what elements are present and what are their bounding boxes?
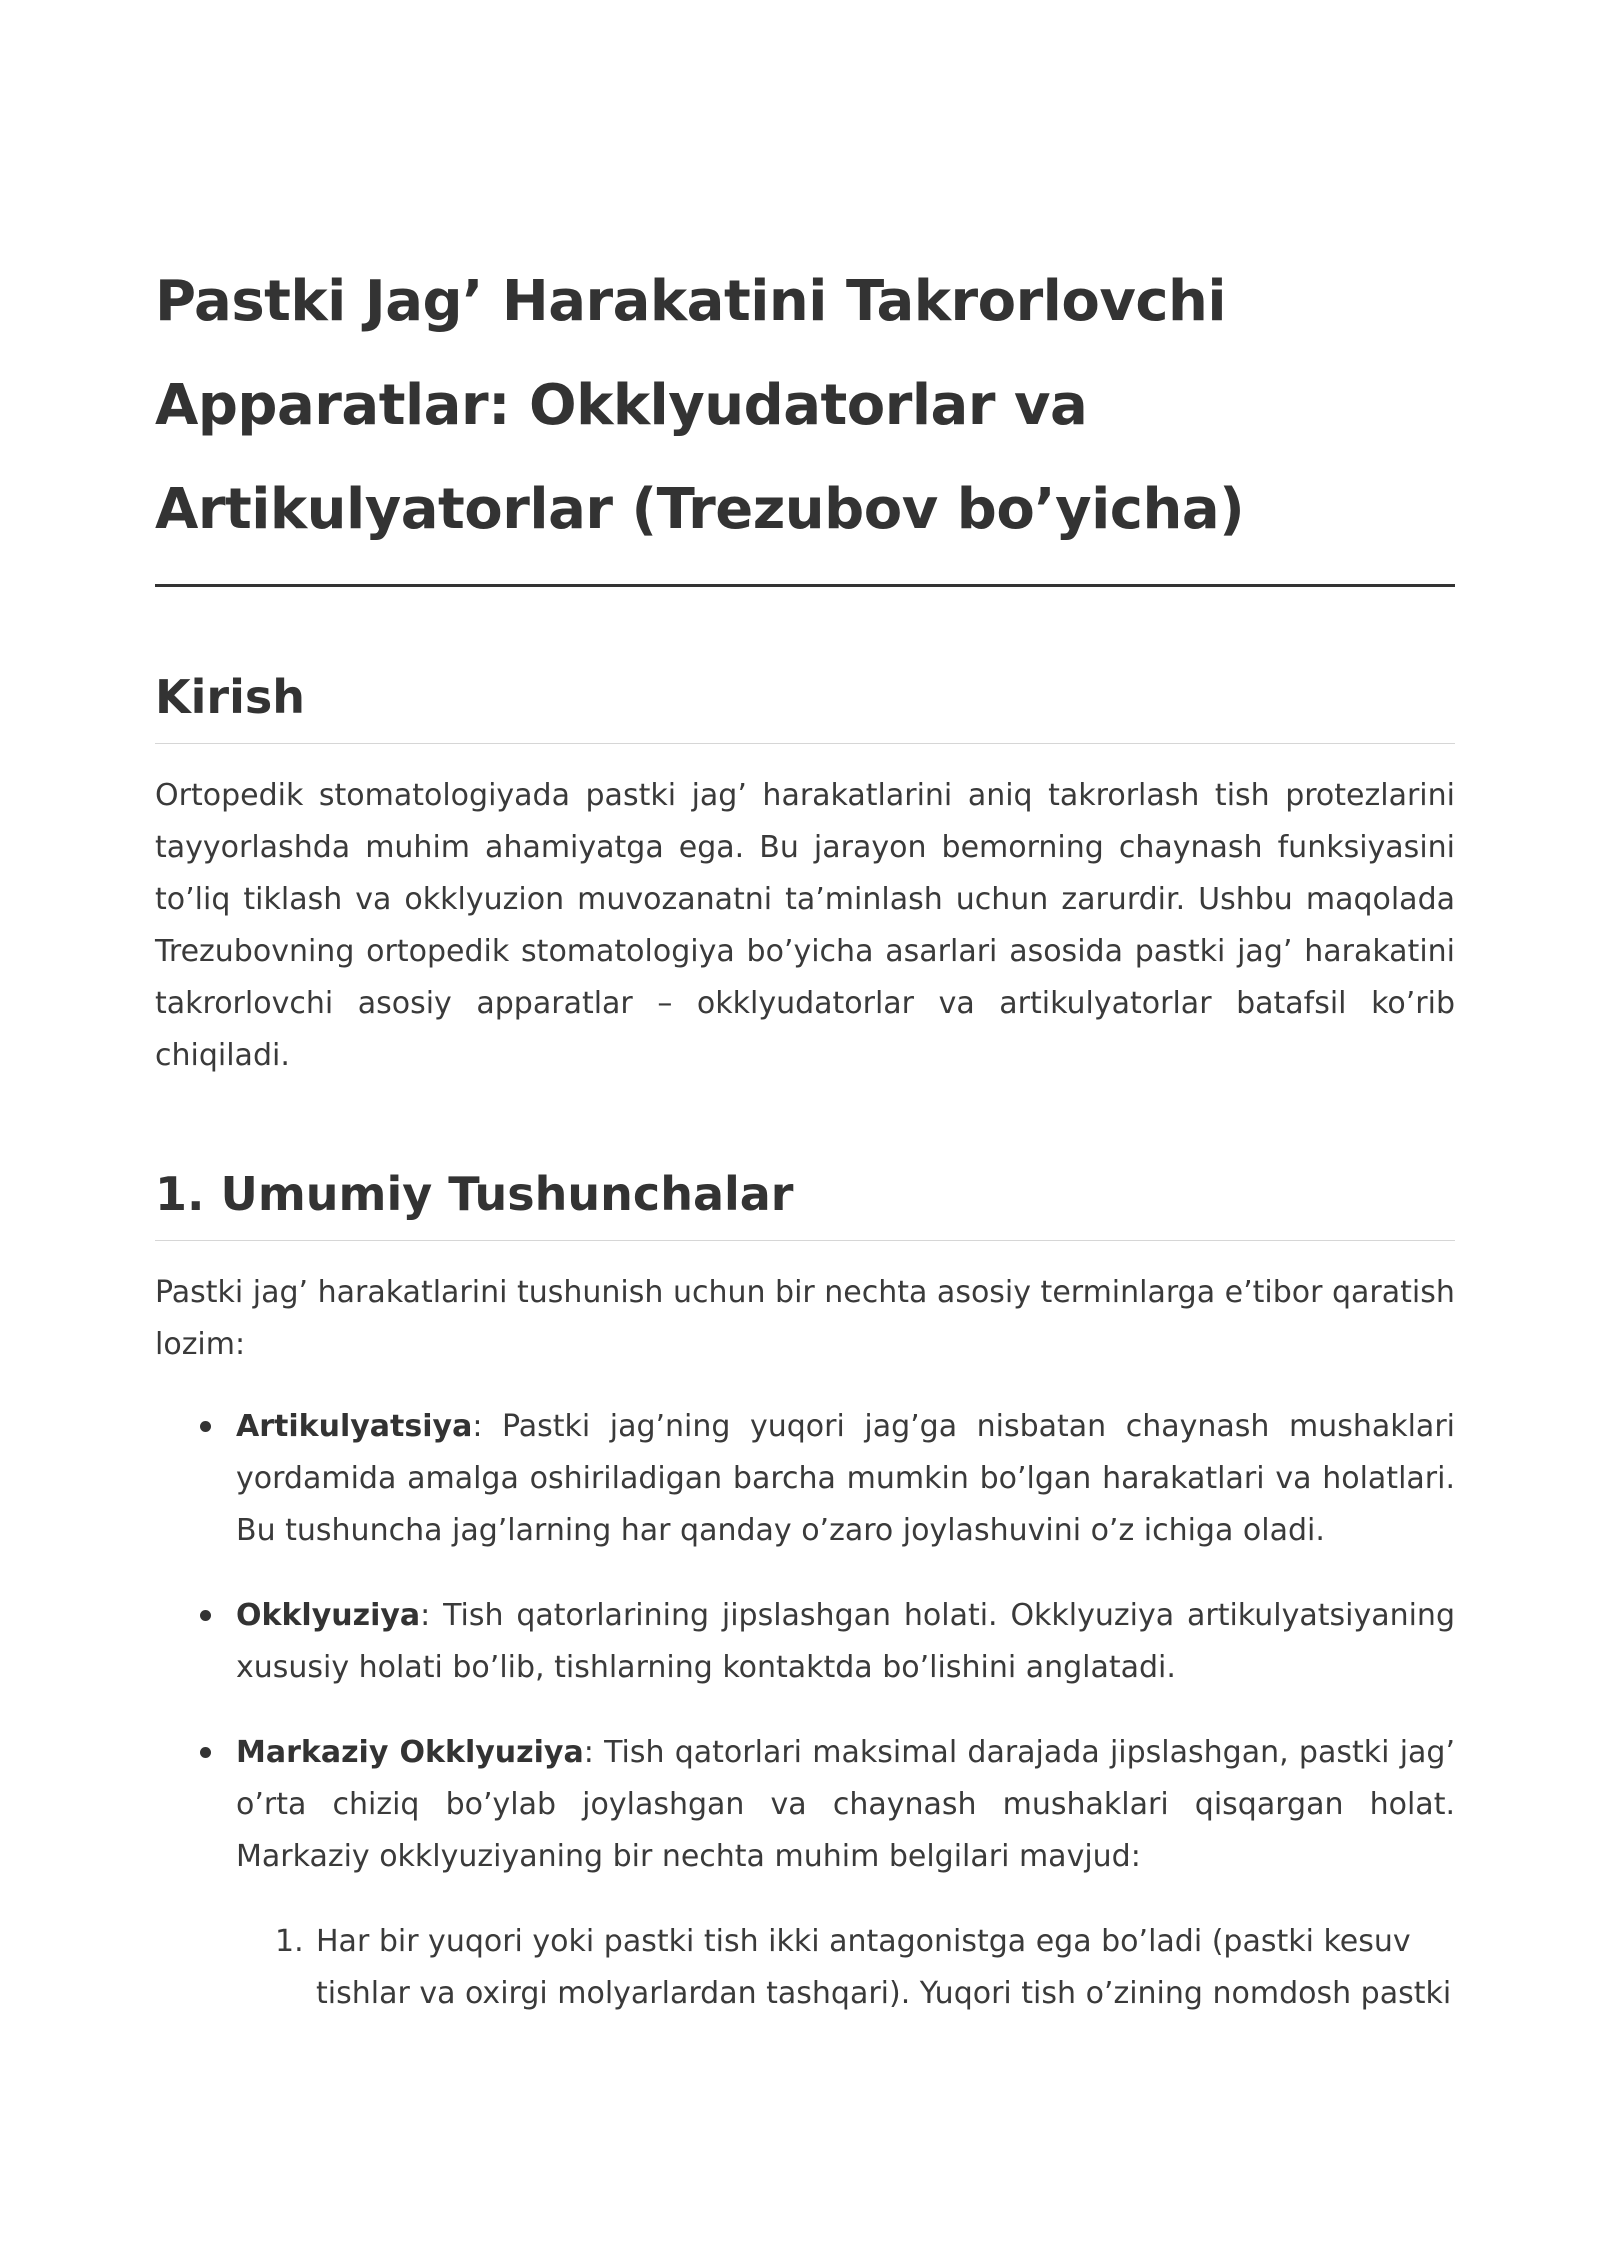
numbered-list-item	[155, 1916, 1455, 2020]
term-label: Artikulyatsiya	[236, 1409, 473, 1444]
numbered-item-line: tishlar va oxirgi molyarlardan tashqari). Yuqori tish o’zining nomdosh pastki	[316, 1976, 1452, 2011]
term-definition: : Pastki jag’ning yuqori jag’ga nisbatan chaynash mushaklari yordamida amalga oshiriladigan barcha mumkin bo’lgan harakatlari va holatlari. Bu tushuncha jag’larning har qanday o’zaro joylashuvini o’z ichiga oladi.	[236, 1409, 1455, 1548]
term-definition: : Tish qatorlari maksimal darajada jipslashgan, pastki jag’ o’rta chiziq bo’ylab joylashgan va chaynash mushaklari qisqargan holat. Markaziy okklyuziyaning bir nechta muhim belgilari mavjud:	[236, 1735, 1455, 1874]
term-definition: : Tish qatorlarining jipslashgan holati. Okklyuziya artikulyatsiyaning xususiy holati bo’lib, tishlarning kontaktda bo’lishini anglatadi.	[236, 1598, 1455, 1685]
bullet-icon	[200, 1747, 211, 1758]
document-page	[155, 250, 1455, 2020]
bullet-icon	[200, 1421, 211, 1432]
list-item	[155, 1590, 1455, 1694]
intro-paragraph: Ortopedik stomatologiyada pastki jag’ harakatlarini aniq takrorlash tish protezlarini tayyorlashda muhim ahamiyatga ega. Bu jarayon bemorning chaynash funksiyasini to’liq tiklash va okklyuzion muvozanatni ta’minlash uchun zarurdir. Ushbu maqolada Trezubovning ortopedik stomatologiya bo’yicha asarlari asosida pastki jag’ harakatini takrorlovchi asosiy apparatlar – okklyudatorlar va artikulyatorlar batafsil ko’rib chiqiladi.	[155, 778, 1455, 1073]
list-number: 1.	[275, 1924, 304, 1959]
numbered-item-line: Har bir yuqori yoki pastki tish ikki antagonistga ega bo’ladi (pastki kesuv	[316, 1924, 1411, 1959]
section-heading-umumiy-tushunchalar: 1. Umumiy Tushunchalar	[155, 1162, 1455, 1241]
bullet-icon	[200, 1610, 211, 1621]
list-item	[155, 1401, 1455, 1557]
section-heading-kirish: Kirish	[155, 665, 1455, 744]
occlusion-signs-list	[155, 1916, 1455, 2020]
term-label: Markaziy Okklyuziya	[236, 1735, 584, 1770]
umumiy-paragraph: Pastki jag’ harakatlarini tushunish uchun bir nechta asosiy terminlarga e’tibor qaratish lozim:	[155, 1275, 1455, 1362]
list-item	[155, 1727, 1455, 1883]
document-title: Pastki Jag’ Harakatini Takrorlovchi Apparatlar: Okklyudatorlar va Artikulyatorlar (Trezubov bo’yicha)	[155, 250, 1455, 587]
term-label: Okklyuziya	[236, 1598, 421, 1633]
terms-list	[155, 1401, 1455, 1883]
